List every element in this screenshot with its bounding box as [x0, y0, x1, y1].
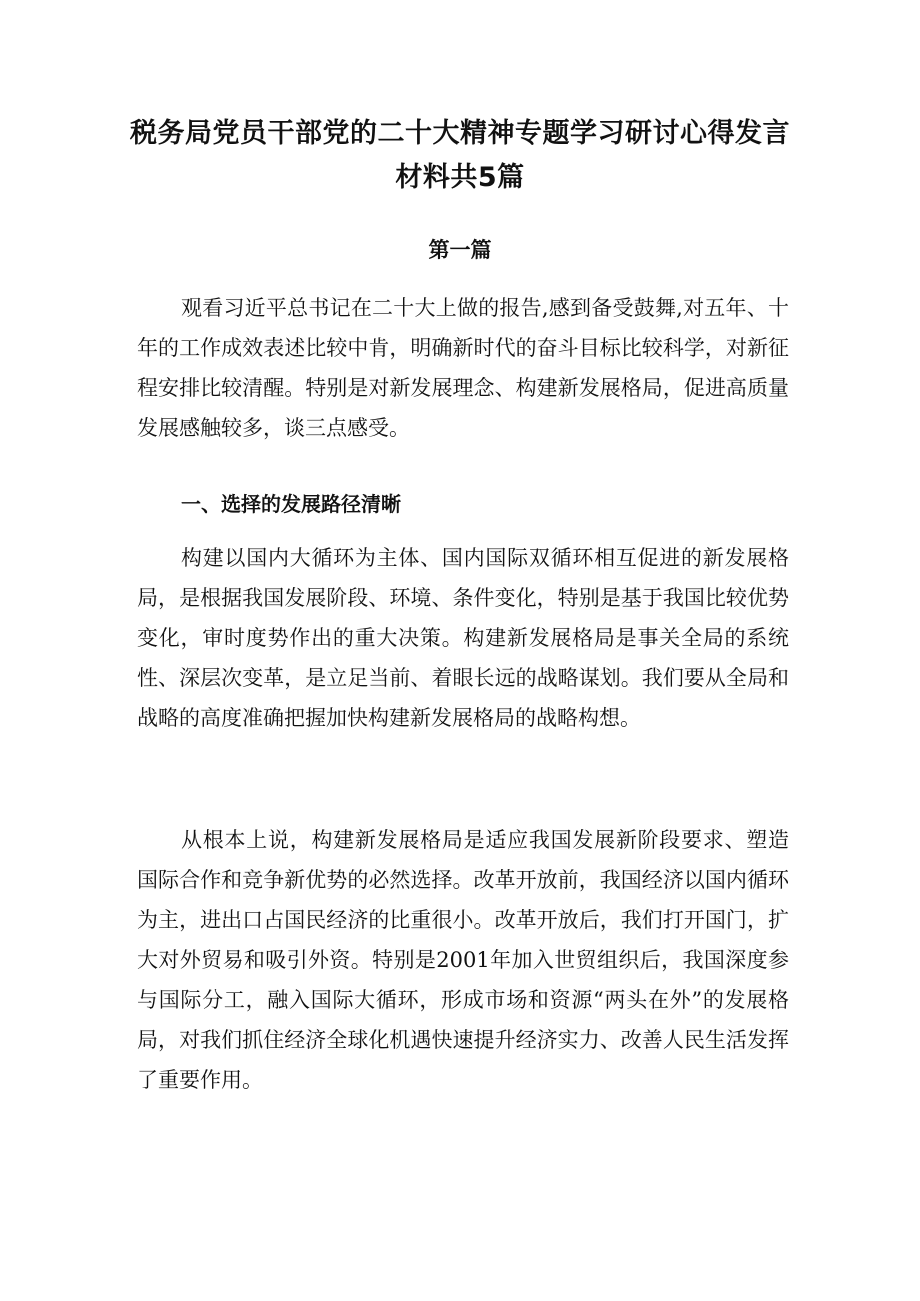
document-title: 税务局党员干部党的二十大精神专题学习研讨心得发言材料共5篇 [130, 118, 790, 193]
body-paragraph: 构建以国内大循环为主体、国内国际双循环相互促进的新发展格局，是根据我国发展阶段、环境、条件变化，特别是基于我国比较优势变化，审时度势作出的重大决策。构建新发展格局是事关全局的系统性、深层次变革，是立足当前、着眼长远的战略谋划。我们要从全局和战略的高度准确把握加快构建新发展格局的战略构想。 [137, 546, 789, 730]
intro-paragraph: 观看习近平总书记在二十大上做的报告,感到备受鼓舞,对五年、十年的工作成效表述比较中肯，明确新时代的奋斗目标比较科学，对新征程安排比较清醒。特别是对新发展理念、构建新发展格局，促进高质量发展感触较多，谈三点感受。 [137, 296, 789, 440]
body-paragraph: 从根本上说，构建新发展格局是适应我国发展新阶段要求、塑造国际合作和竞争新优势的必然选择。改革开放前，我国经济以国内循环为主，进出口占国民经济的比重很小。改革开放后，我们打开国门，扩大对外贸易和吸引外资。特别是2001年加入世贸组织后，我国深度参与国际分工，融入国际大循环，形成市场和资源“两头在外”的发展格局，对我们抓住经济全球化机遇快速提升经济实力、改善人民生活发挥了重要作用。 [137, 828, 789, 1092]
chapter-heading: 第一篇 [428, 238, 492, 262]
section-heading: 一、选择的发展路径清晰 [181, 492, 401, 516]
